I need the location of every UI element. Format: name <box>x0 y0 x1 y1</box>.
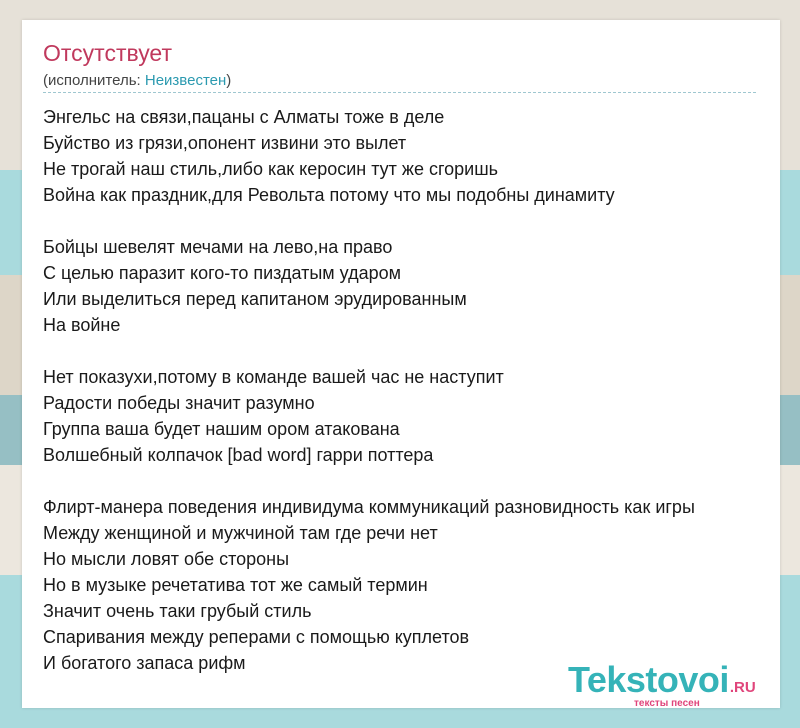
lyrics-line: Не трогай наш стиль,либо как керосин тут же сгоришь <box>43 159 499 179</box>
artist-suffix: ) <box>226 72 232 89</box>
lyrics-line: Буйство из грязи,опонент извини это вылет <box>43 133 407 153</box>
lyrics-line: На войне <box>43 315 121 335</box>
lyrics-line: Нет показухи,потому в команде вашей час не наступит <box>43 367 504 387</box>
artist-link[interactable]: Неизвестен <box>144 72 227 89</box>
lyrics-line: Бойцы шевелят мечами на лево,на право <box>43 237 393 257</box>
lyrics-line: Радости победы значит разумно <box>43 393 315 413</box>
lyrics-line: Волшебный колпачок [bad word] гарри поттера <box>43 445 434 465</box>
logo-tagline: тексты песен <box>634 698 700 709</box>
title-divider <box>43 92 756 93</box>
lyrics-line: Или выделиться перед капитаном эрудированным <box>43 289 467 309</box>
lyrics-line: С целью паразит кого-то пиздатым ударом <box>43 263 401 283</box>
lyrics-line: Но мысли ловят обе стороны <box>43 549 290 569</box>
lyrics-text <box>43 104 783 676</box>
logo-domain: .RU <box>729 679 756 696</box>
lyrics-line: И богатого запаса рифм <box>43 653 246 673</box>
artist-prefix: (исполнитель: <box>43 72 145 89</box>
lyrics-card <box>22 20 780 708</box>
stanza-break <box>43 468 783 494</box>
lyrics-line: Война как праздник,для Револьта потому что мы подобны динамиту <box>43 185 615 205</box>
lyrics-line: Значит очень таки грубый стиль <box>43 601 312 621</box>
site-logo[interactable] <box>568 659 756 709</box>
lyrics-line: Но в музыке речетатива тот же самый термин <box>43 575 428 595</box>
logo-wordmark: Tekstovoi <box>568 659 729 700</box>
lyrics-line: Группа ваша будет нашим ором атакована <box>43 419 400 439</box>
lyrics-line: Между женщиной и мужчиной там где речи нет <box>43 523 438 543</box>
lyrics-line: Энгельс на связи,пацаны с Алматы тоже в деле <box>43 107 445 127</box>
lyrics-line: Спаривания между реперами с помощью куплетов <box>43 627 470 647</box>
artist-line <box>43 73 231 88</box>
lyrics-line: Флирт-манера поведения индивидума коммуникаций разновидность как игры <box>43 497 695 517</box>
stanza-break <box>43 208 783 234</box>
song-title: Отсутствует <box>43 40 172 66</box>
stanza-break <box>43 338 783 364</box>
